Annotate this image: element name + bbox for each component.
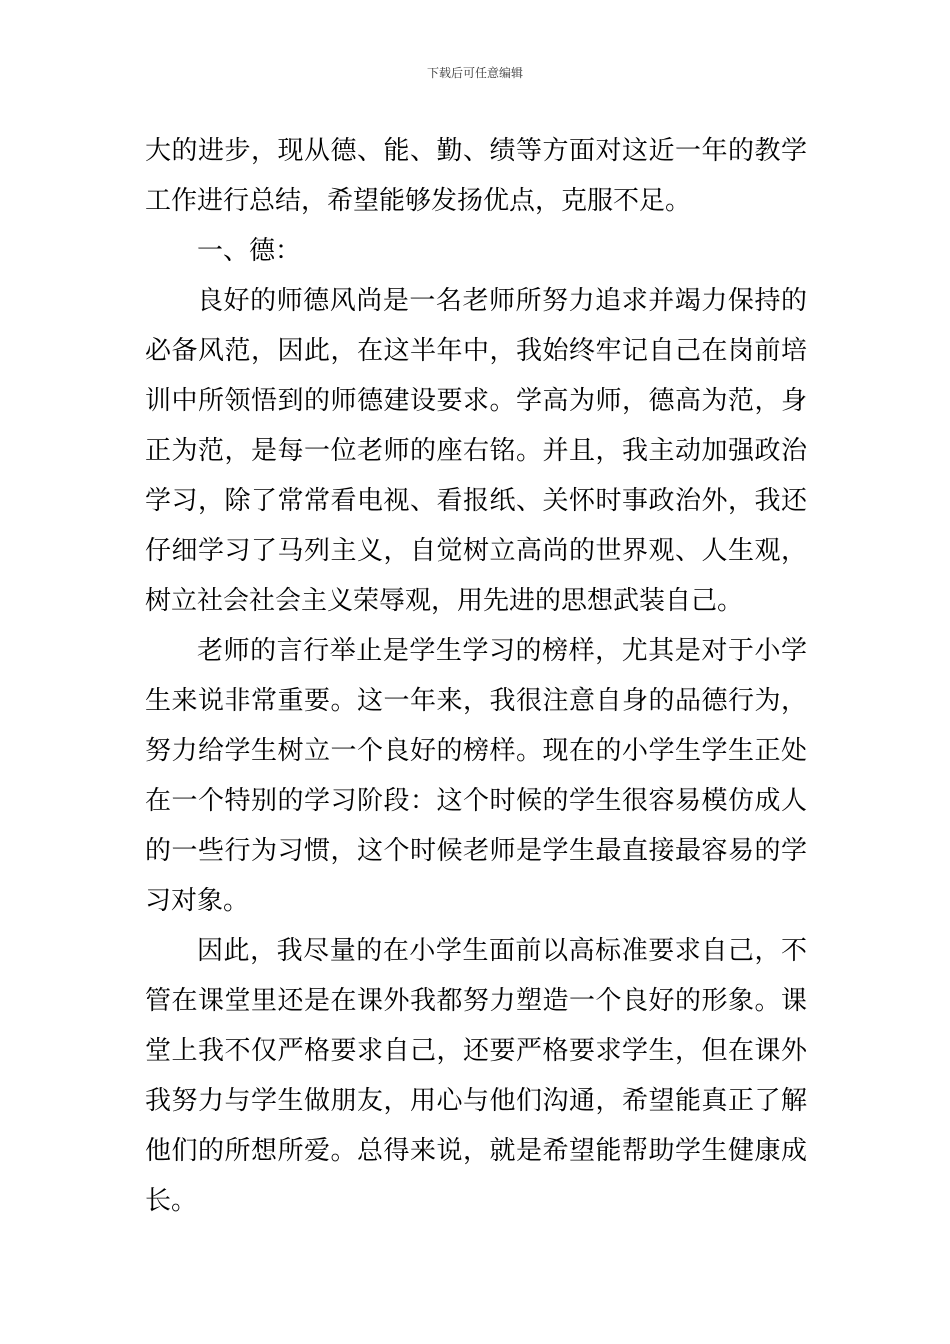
document-body xyxy=(145,126,807,1226)
paragraph-role-model: 老师的言行举止是学生学习的榜样，尤其是对于小学生来说非常重要。这一年来，我很注意自身的品德行为，努力给学生树立一个良好的榜样。现在的小学生学生正处在一个特别的学习阶段：这个时候的学生很容易模仿成人的一些行为习惯，这个时候老师是学生最直接最容易的学习对象。 xyxy=(145,636,807,916)
page-header: 下载后可任意编辑 xyxy=(426,66,523,80)
paragraph-continuation: 大的进步，现从德、能、勤、绩等方面对这近一年的教学工作进行总结，希望能够发扬优点，克服不足。 xyxy=(145,136,807,216)
paragraph-high-standards: 因此，我尽量的在小学生面前以高标准要求自己，不管在课堂里还是在课外我都努力塑造一个良好的形象。课堂上我不仅严格要求自己，还要严格要求学生，但在课外我努力与学生做朋友，用心与他们沟通，希望能真正了解他们的所想所爱。总得来说，就是希望能帮助学生健康成长。 xyxy=(145,936,807,1216)
paragraph-teacher-ethics: 良好的师德风尚是一名老师所努力追求并竭力保持的必备风范，因此，在这半年中，我始终牢记自己在岗前培训中所领悟到的师德建设要求。学高为师，德高为范，身正为范，是每一位老师的座右铭。并且，我主动加强政治学习，除了常常看电视、看报纸、关怀时事政治外，我还仔细学习了马列主义，自觉树立高尚的世界观、人生观，树立社会社会主义荣辱观，用先进的思想武装自己。 xyxy=(145,286,807,616)
section-heading-de: 一、德： xyxy=(197,236,302,266)
